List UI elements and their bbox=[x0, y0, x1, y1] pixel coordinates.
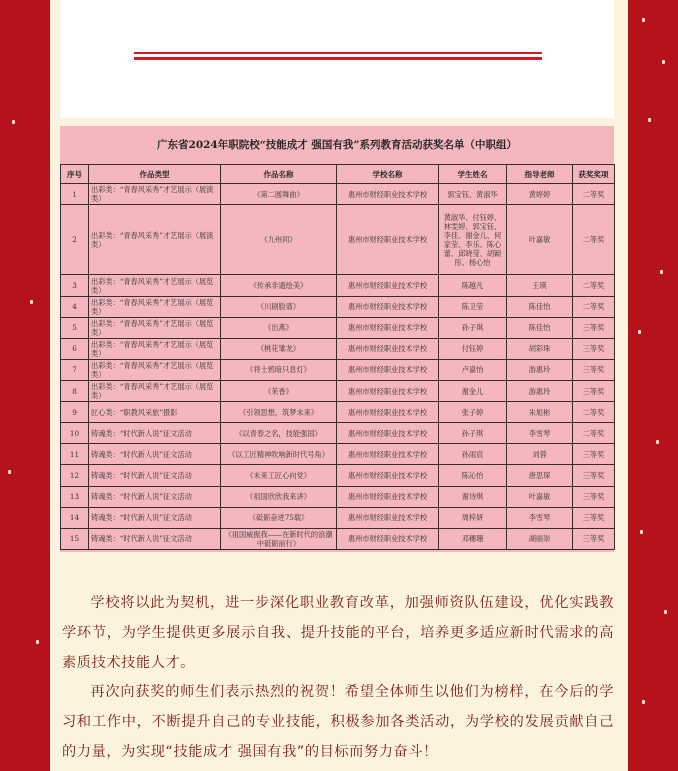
table-cell-work: 《将士鸦暗只息灯》 bbox=[221, 359, 337, 380]
table-cell-school: 惠州市财经职业技术学校 bbox=[337, 338, 439, 359]
table-cell-school: 惠州市财经职业技术学校 bbox=[337, 317, 439, 338]
table-cell-teacher: 李雪琴 bbox=[507, 507, 573, 528]
header-cell: 获奖奖项 bbox=[573, 165, 615, 184]
table-cell-award: 三等奖 bbox=[573, 338, 615, 359]
table-cell-type: 铸魂类：“时代新人说”征文活动 bbox=[89, 465, 221, 486]
table-cell-school: 惠州市财经职业技术学校 bbox=[337, 359, 439, 380]
table-cell-students: 张子婷 bbox=[439, 402, 507, 423]
table-row bbox=[61, 296, 615, 317]
table-cell-award: 三等奖 bbox=[573, 507, 615, 528]
table-cell-type: 出彩类：“青春风采秀”才艺展示（展览类） bbox=[89, 381, 221, 402]
table-cell-teacher: 王瑛 bbox=[507, 275, 573, 296]
table-cell-work: 《以工匠精神吹响新时代号角》 bbox=[221, 444, 337, 465]
table-row bbox=[61, 381, 615, 402]
paragraph-1: 学校将以此为契机，进一步深化职业教育改革，加强师资队伍建设，优化实践教学环节，为学生提供更多展示自我、提升技能的平台，培养更多适应新时代需求的高素质技术技能人才。 bbox=[62, 595, 614, 671]
table-cell-no: 4 bbox=[61, 296, 89, 317]
table-cell-work: 《茉香》 bbox=[221, 381, 337, 402]
table-cell-type: 出彩类：“青春风采秀”才艺展示（展览类） bbox=[89, 296, 221, 317]
table-row bbox=[61, 184, 615, 205]
divider-line bbox=[134, 52, 542, 54]
table-cell-work: 《以青春之名，技能强国》 bbox=[221, 423, 337, 444]
table-cell-award: 三等奖 bbox=[573, 465, 615, 486]
table-cell-award: 三等奖 bbox=[573, 528, 615, 549]
table-cell-award: 三等奖 bbox=[573, 359, 615, 380]
table-cell-type: 铸魂类：“时代新人说”征文活动 bbox=[89, 486, 221, 507]
table-cell-no: 3 bbox=[61, 275, 89, 296]
table-cell-no: 11 bbox=[61, 444, 89, 465]
table-cell-type: 匠心类：“职教风采旅”摄影 bbox=[89, 402, 221, 423]
table-row bbox=[61, 444, 615, 465]
table-cell-work: 《祖国威振我——在新时代的浪潮中砥砺前行》 bbox=[221, 528, 337, 549]
table-row bbox=[61, 486, 615, 507]
table-cell-no: 13 bbox=[61, 486, 89, 507]
table-cell-no: 12 bbox=[61, 465, 89, 486]
table-cell-type: 出彩类：“青春风采秀”才艺展示（展览类） bbox=[89, 359, 221, 380]
table-cell-teacher: 陈佳怡 bbox=[507, 296, 573, 317]
table-cell-school: 惠州市财经职业技术学校 bbox=[337, 444, 439, 465]
table-row bbox=[61, 275, 615, 296]
left-red-border bbox=[0, 0, 50, 771]
table-row bbox=[61, 317, 615, 338]
divider-line bbox=[134, 57, 542, 60]
table-cell-type: 出彩类：“青春风采秀”才艺展示（展览类） bbox=[89, 275, 221, 296]
table-cell-teacher: 陈佳怡 bbox=[507, 317, 573, 338]
table-cell-work: 《引领思想，筑梦未来》 bbox=[221, 402, 337, 423]
header-cell: 作品名称 bbox=[221, 165, 337, 184]
table-cell-teacher: 湖丽崇 bbox=[507, 528, 573, 549]
header-cell: 学校名称 bbox=[337, 165, 439, 184]
table-cell-type: 铸魂类：“时代新人说”征文活动 bbox=[89, 528, 221, 549]
table-cell-students: 邓穗珊 bbox=[439, 528, 507, 549]
table-cell-no: 1 bbox=[61, 184, 89, 205]
table-row bbox=[61, 423, 615, 444]
table-row bbox=[61, 507, 615, 528]
table-cell-school: 惠州市财经职业技术学校 bbox=[337, 205, 439, 275]
table-cell-type: 出彩类：“青春风采秀”才艺展示（展演类） bbox=[89, 205, 221, 275]
table-cell-school: 惠州市财经职业技术学校 bbox=[337, 184, 439, 205]
table-cell-students: 黄淑华、付钰婷、林雯婷、郭宝钰、李佳、谢金儿、何家莹、李乐、陈心蕾、邱晓莹、胡颖彤、杨心怡 bbox=[439, 205, 507, 275]
table-cell-students: 谢金儿 bbox=[439, 381, 507, 402]
table-cell-teacher: 李雪琴 bbox=[507, 423, 573, 444]
table-cell-students: 孙雨宸 bbox=[439, 444, 507, 465]
table-cell-students: 谢诗琪 bbox=[439, 486, 507, 507]
table-cell-type: 铸魂类：“时代新人说”征文活动 bbox=[89, 507, 221, 528]
table-cell-school: 惠州市财经职业技术学校 bbox=[337, 296, 439, 317]
table-cell-no: 8 bbox=[61, 381, 89, 402]
table-cell-students: 周梓妍 bbox=[439, 507, 507, 528]
table-cell-no: 5 bbox=[61, 317, 89, 338]
table-cell-no: 9 bbox=[61, 402, 89, 423]
table-cell-no: 14 bbox=[61, 507, 89, 528]
table-cell-no: 7 bbox=[61, 359, 89, 380]
table-cell-work: 《祖国欣欣我来讲》 bbox=[221, 486, 337, 507]
table-row bbox=[61, 205, 615, 275]
table-cell-teacher: 胡彩珠 bbox=[507, 338, 573, 359]
table-cell-work: 《九州同》 bbox=[221, 205, 337, 275]
table-cell-no: 2 bbox=[61, 205, 89, 275]
table-cell-no: 10 bbox=[61, 423, 89, 444]
table-cell-type: 铸魂类：“时代新人说”征文活动 bbox=[89, 444, 221, 465]
table-cell-no: 15 bbox=[61, 528, 89, 549]
table-cell-teacher: 刘蓉 bbox=[507, 444, 573, 465]
table-row bbox=[61, 338, 615, 359]
awards-table bbox=[60, 164, 615, 550]
table-cell-teacher: 叶嘉敏 bbox=[507, 205, 573, 275]
table-cell-school: 惠州市财经职业技术学校 bbox=[337, 275, 439, 296]
table-cell-no: 6 bbox=[61, 338, 89, 359]
table-cell-type: 出彩类：“青春风采秀”才艺展示（展览类） bbox=[89, 338, 221, 359]
table-cell-work: 《传承非遗绘美》 bbox=[221, 275, 337, 296]
header-cell: 学生姓名 bbox=[439, 165, 507, 184]
table-cell-school: 惠州市财经职业技术学校 bbox=[337, 381, 439, 402]
table-row bbox=[61, 359, 615, 380]
table-row bbox=[61, 528, 615, 549]
table-cell-work: 《未来工匠心向党》 bbox=[221, 465, 337, 486]
table-cell-students: 付钰婷 bbox=[439, 338, 507, 359]
table-cell-students: 陈卫莹 bbox=[439, 296, 507, 317]
table-cell-type: 出彩类：“青春风采秀”才艺展示（展演类） bbox=[89, 184, 221, 205]
table-cell-award: 二等奖 bbox=[573, 184, 615, 205]
table-cell-award: 二等奖 bbox=[573, 423, 615, 444]
table-cell-work: 《川剧脸谱》 bbox=[221, 296, 337, 317]
table-cell-school: 惠州市财经职业技术学校 bbox=[337, 465, 439, 486]
table-row bbox=[61, 402, 615, 423]
table-row bbox=[61, 465, 615, 486]
header-cell: 作品类型 bbox=[89, 165, 221, 184]
table-cell-teacher: 游惠玲 bbox=[507, 381, 573, 402]
table-cell-award: 二等奖 bbox=[573, 275, 615, 296]
table-cell-award: 二等奖 bbox=[573, 205, 615, 275]
table-cell-school: 惠州市财经职业技术学校 bbox=[337, 486, 439, 507]
table-cell-award: 三等奖 bbox=[573, 317, 615, 338]
table-cell-work: 《桃花雏龙》 bbox=[221, 338, 337, 359]
paragraph-2: 再次向获奖的师生们表示热烈的祝贺！希望全体师生以他们为榜样，在今后的学习和工作中，不断提升自己的专业技能，积极参加各类活动，为学校的发展贡献自己的力量，为实现“技能成才 强国有我”的目标而努力奋斗！ bbox=[62, 684, 614, 760]
table-cell-teacher: 叶嘉敏 bbox=[507, 486, 573, 507]
awards-table-image bbox=[60, 126, 614, 552]
header-cell: 指导老师 bbox=[507, 165, 573, 184]
table-cell-teacher: 朱旭彬 bbox=[507, 402, 573, 423]
table-cell-work: 《砥砺奋进75载》 bbox=[221, 507, 337, 528]
table-cell-award: 三等奖 bbox=[573, 381, 615, 402]
table-cell-teacher: 黄婷婷 bbox=[507, 184, 573, 205]
table-cell-award: 二等奖 bbox=[573, 402, 615, 423]
table-cell-students: 孙子琪 bbox=[439, 423, 507, 444]
table-cell-award: 三等奖 bbox=[573, 444, 615, 465]
table-cell-type: 铸魂类：“时代新人说”征文活动 bbox=[89, 423, 221, 444]
table-cell-work: 《出燕》 bbox=[221, 317, 337, 338]
table-header-row bbox=[61, 165, 615, 184]
table-cell-award: 三等奖 bbox=[573, 486, 615, 507]
table-cell-students: 陈沁怡 bbox=[439, 465, 507, 486]
header-cell: 序号 bbox=[61, 165, 89, 184]
table-cell-students: 陈越凡 bbox=[439, 275, 507, 296]
table-cell-school: 惠州市财经职业技术学校 bbox=[337, 507, 439, 528]
table-cell-school: 惠州市财经职业技术学校 bbox=[337, 423, 439, 444]
table-cell-students: 孙子琪 bbox=[439, 317, 507, 338]
table-cell-school: 惠州市财经职业技术学校 bbox=[337, 528, 439, 549]
table-cell-type: 出彩类：“青春风采秀”才艺展示（展览类） bbox=[89, 317, 221, 338]
table-cell-students: 卢嘉怡 bbox=[439, 359, 507, 380]
table-cell-school: 惠州市财经职业技术学校 bbox=[337, 402, 439, 423]
table-title: 广东省2024年职院校“技能成才 强国有我”系列教育活动获奖名单（中职组） bbox=[157, 139, 517, 151]
table-cell-teacher: 游惠玲 bbox=[507, 359, 573, 380]
table-cell-work: 《第二圆舞曲》 bbox=[221, 184, 337, 205]
table-cell-students: 郭宝钰、黄淑华 bbox=[439, 184, 507, 205]
table-cell-award: 二等奖 bbox=[573, 296, 615, 317]
table-cell-teacher: 唐思琛 bbox=[507, 465, 573, 486]
right-red-border bbox=[628, 0, 678, 771]
